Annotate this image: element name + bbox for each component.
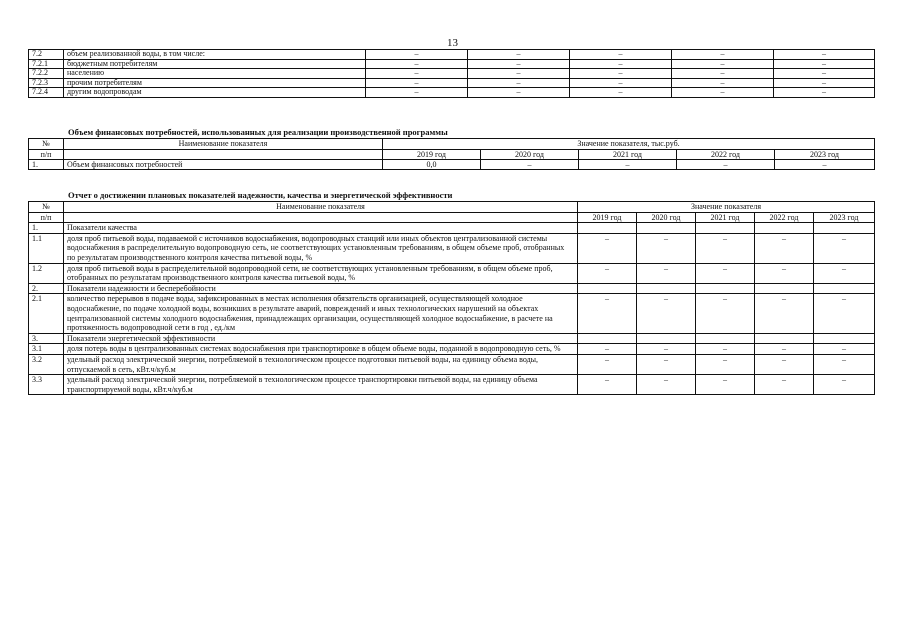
value-cell: –	[774, 59, 875, 69]
value-cell: –	[696, 294, 755, 333]
empty-cell	[814, 333, 875, 344]
value-cell: –	[637, 233, 696, 263]
column-header-year: 2019 год	[383, 149, 481, 160]
row-name: другим водопроводам	[64, 88, 366, 98]
table-header-row	[29, 149, 875, 160]
value-cell: –	[677, 160, 775, 170]
column-header-year: 2023 год	[775, 149, 875, 160]
row-number: 3.1	[29, 344, 64, 355]
empty-cell	[637, 223, 696, 234]
value-cell: –	[468, 69, 570, 79]
empty-cell	[814, 283, 875, 294]
empty-cell	[814, 223, 875, 234]
row-name: доля проб питьевой воды в распределительной водопроводной сети, не соответствующих установленным требованиям, в общем объеме проб, отобранных по результатам производственного контроля качества питьевой воды, %	[64, 263, 578, 283]
row-number: 2.	[29, 283, 64, 294]
value-cell: –	[578, 375, 637, 395]
column-header-num: №	[29, 202, 64, 213]
row-name: удельный расход электрической энергии, потребляемой в технологическом процессе транспортировки питьевой воды, на единицу объема транспортируемой воды, кВт.ч/куб.м	[64, 375, 578, 395]
value-cell: –	[366, 59, 468, 69]
empty-cell	[578, 333, 637, 344]
row-name: удельный расход электрической энергии, потребляемой в технологическом процессе подготовки питьевой воды, на единицу объема воды, отпускаемой в сеть, кВт.ч/куб.м	[64, 354, 578, 374]
value-cell: –	[774, 50, 875, 60]
value-cell: –	[696, 354, 755, 374]
value-cell: –	[774, 69, 875, 79]
empty-cell	[755, 223, 814, 234]
value-cell: –	[775, 160, 875, 170]
table-row	[29, 354, 875, 374]
column-header-year: 2022 год	[677, 149, 775, 160]
row-number: 7.2.3	[29, 78, 64, 88]
row-name: Объем финансовых потребностей	[64, 160, 383, 170]
value-cell: –	[468, 78, 570, 88]
row-name: доля потерь воды в централизованных системах водоснабжения при транспортировке в общем объеме воды, поданной в водопроводную сеть, %	[64, 344, 578, 355]
page-number: 13	[447, 37, 458, 49]
column-header-year: 2020 год	[481, 149, 579, 160]
section-row	[29, 223, 875, 234]
value-cell: –	[814, 294, 875, 333]
table-row	[29, 88, 875, 98]
financial-needs-table	[28, 138, 875, 170]
value-cell: –	[672, 59, 774, 69]
row-name: объем реализованной воды, в том числе:	[64, 50, 366, 60]
empty-cell	[637, 333, 696, 344]
value-cell: –	[696, 344, 755, 355]
table-row	[29, 59, 875, 69]
empty-cell	[696, 283, 755, 294]
value-cell: –	[366, 88, 468, 98]
value-cell: –	[637, 263, 696, 283]
table-row	[29, 50, 875, 60]
column-header-year: 2023 год	[814, 212, 875, 223]
value-cell: –	[755, 233, 814, 263]
value-cell: –	[755, 354, 814, 374]
table-header-row	[29, 212, 875, 223]
column-header-year: 2021 год	[696, 212, 755, 223]
column-header-name-sub	[64, 149, 383, 160]
value-cell: –	[481, 160, 579, 170]
empty-cell	[637, 283, 696, 294]
value-cell: –	[578, 294, 637, 333]
value-cell: 0,0	[383, 160, 481, 170]
empty-cell	[696, 223, 755, 234]
value-cell: –	[755, 344, 814, 355]
value-cell: –	[755, 294, 814, 333]
empty-cell	[696, 333, 755, 344]
value-cell: –	[570, 78, 672, 88]
row-number: 7.2	[29, 50, 64, 60]
value-cell: –	[696, 375, 755, 395]
value-cell: –	[366, 69, 468, 79]
value-cell: –	[579, 160, 677, 170]
row-number: 1.1	[29, 233, 64, 263]
row-name: прочим потребителям	[64, 78, 366, 88]
table-header-row	[29, 139, 875, 150]
empty-cell	[755, 283, 814, 294]
table-row	[29, 69, 875, 79]
value-cell: –	[366, 78, 468, 88]
value-cell: –	[672, 78, 774, 88]
financial-needs-table-body	[29, 160, 875, 170]
indicators-report-title: Отчет о достижении плановых показателей надежности, качества и энергетической эффективности	[68, 190, 453, 200]
column-header-value: Значение показателя, тыс.руб.	[383, 139, 875, 150]
column-header-year: 2020 год	[637, 212, 696, 223]
value-cell: –	[570, 69, 672, 79]
column-header-year: 2022 год	[755, 212, 814, 223]
table-row	[29, 344, 875, 355]
row-number: 3.	[29, 333, 64, 344]
row-number: 7.2.4	[29, 88, 64, 98]
value-cell: –	[578, 354, 637, 374]
column-header-name: Наименование показателя	[64, 202, 578, 213]
row-number: 2.1	[29, 294, 64, 333]
row-number: 7.2.1	[29, 59, 64, 69]
table-row	[29, 160, 875, 170]
value-cell: –	[468, 59, 570, 69]
value-cell: –	[578, 263, 637, 283]
value-cell: –	[637, 294, 696, 333]
value-cell: –	[468, 88, 570, 98]
water-sales-table	[28, 49, 875, 98]
value-cell: –	[672, 50, 774, 60]
row-number: 1.	[29, 223, 64, 234]
row-name: населению	[64, 69, 366, 79]
value-cell: –	[755, 375, 814, 395]
value-cell: –	[814, 263, 875, 283]
table-row	[29, 233, 875, 263]
column-header-num-sub: п/п	[29, 212, 64, 223]
row-number: 1.	[29, 160, 64, 170]
value-cell: –	[570, 59, 672, 69]
indicators-table-body	[29, 223, 875, 395]
table-row	[29, 263, 875, 283]
section-row	[29, 333, 875, 344]
row-number: 7.2.2	[29, 69, 64, 79]
column-header-num: №	[29, 139, 64, 150]
column-header-name-sub	[64, 212, 578, 223]
row-name: Показатели надежности и бесперебойности	[64, 283, 578, 294]
section-row	[29, 283, 875, 294]
value-cell: –	[814, 233, 875, 263]
column-header-name: Наименование показателя	[64, 139, 383, 150]
column-header-year: 2019 год	[578, 212, 637, 223]
value-cell: –	[755, 263, 814, 283]
value-cell: –	[570, 88, 672, 98]
empty-cell	[755, 333, 814, 344]
row-number: 3.3	[29, 375, 64, 395]
column-header-value: Значение показателя	[578, 202, 875, 213]
row-name: бюджетным потребителям	[64, 59, 366, 69]
water-sales-table-body	[29, 50, 875, 98]
table-header-row	[29, 202, 875, 213]
row-name: Показатели качества	[64, 223, 578, 234]
value-cell: –	[637, 344, 696, 355]
financial-needs-title: Объем финансовых потребностей, использованных для реализации производственной программы	[68, 127, 448, 137]
row-name: Показатели энергетической эффективности	[64, 333, 578, 344]
value-cell: –	[696, 263, 755, 283]
empty-cell	[578, 223, 637, 234]
table-row	[29, 78, 875, 88]
value-cell: –	[696, 233, 755, 263]
value-cell: –	[366, 50, 468, 60]
value-cell: –	[637, 354, 696, 374]
value-cell: –	[672, 69, 774, 79]
value-cell: –	[570, 50, 672, 60]
row-number: 3.2	[29, 354, 64, 374]
column-header-num-sub: п/п	[29, 149, 64, 160]
indicators-table	[28, 201, 875, 395]
value-cell: –	[578, 344, 637, 355]
row-name: количество перерывов в подаче воды, зафиксированных в местах исполнения обязательств организацией, осуществляющей холодное водоснабжение, по подаче холодной воды, возникших в результате аварий, повреждений и иных технологических нарушений на объектах централизованной системы холодного водоснабжения, принадлежащих организации, осуществляющей холодное водоснабжение, в расчете на протяженность водопроводной сети в год , ед./км	[64, 294, 578, 333]
value-cell: –	[578, 233, 637, 263]
value-cell: –	[774, 88, 875, 98]
table-row	[29, 375, 875, 395]
value-cell: –	[637, 375, 696, 395]
value-cell: –	[814, 375, 875, 395]
row-name: доля проб питьевой воды, подаваемой с источников водоснабжения, водопроводных станций или иных объектов централизованной системы водоснабжения в распределительную водопроводную сеть, не соответствующих установленным требованиям, в общем объеме проб, отобранных по результатам производственного контроля качества питьевой воды, %	[64, 233, 578, 263]
column-header-year: 2021 год	[579, 149, 677, 160]
row-number: 1.2	[29, 263, 64, 283]
empty-cell	[578, 283, 637, 294]
value-cell: –	[672, 88, 774, 98]
value-cell: –	[774, 78, 875, 88]
table-row	[29, 294, 875, 333]
value-cell: –	[468, 50, 570, 60]
value-cell: –	[814, 344, 875, 355]
value-cell: –	[814, 354, 875, 374]
